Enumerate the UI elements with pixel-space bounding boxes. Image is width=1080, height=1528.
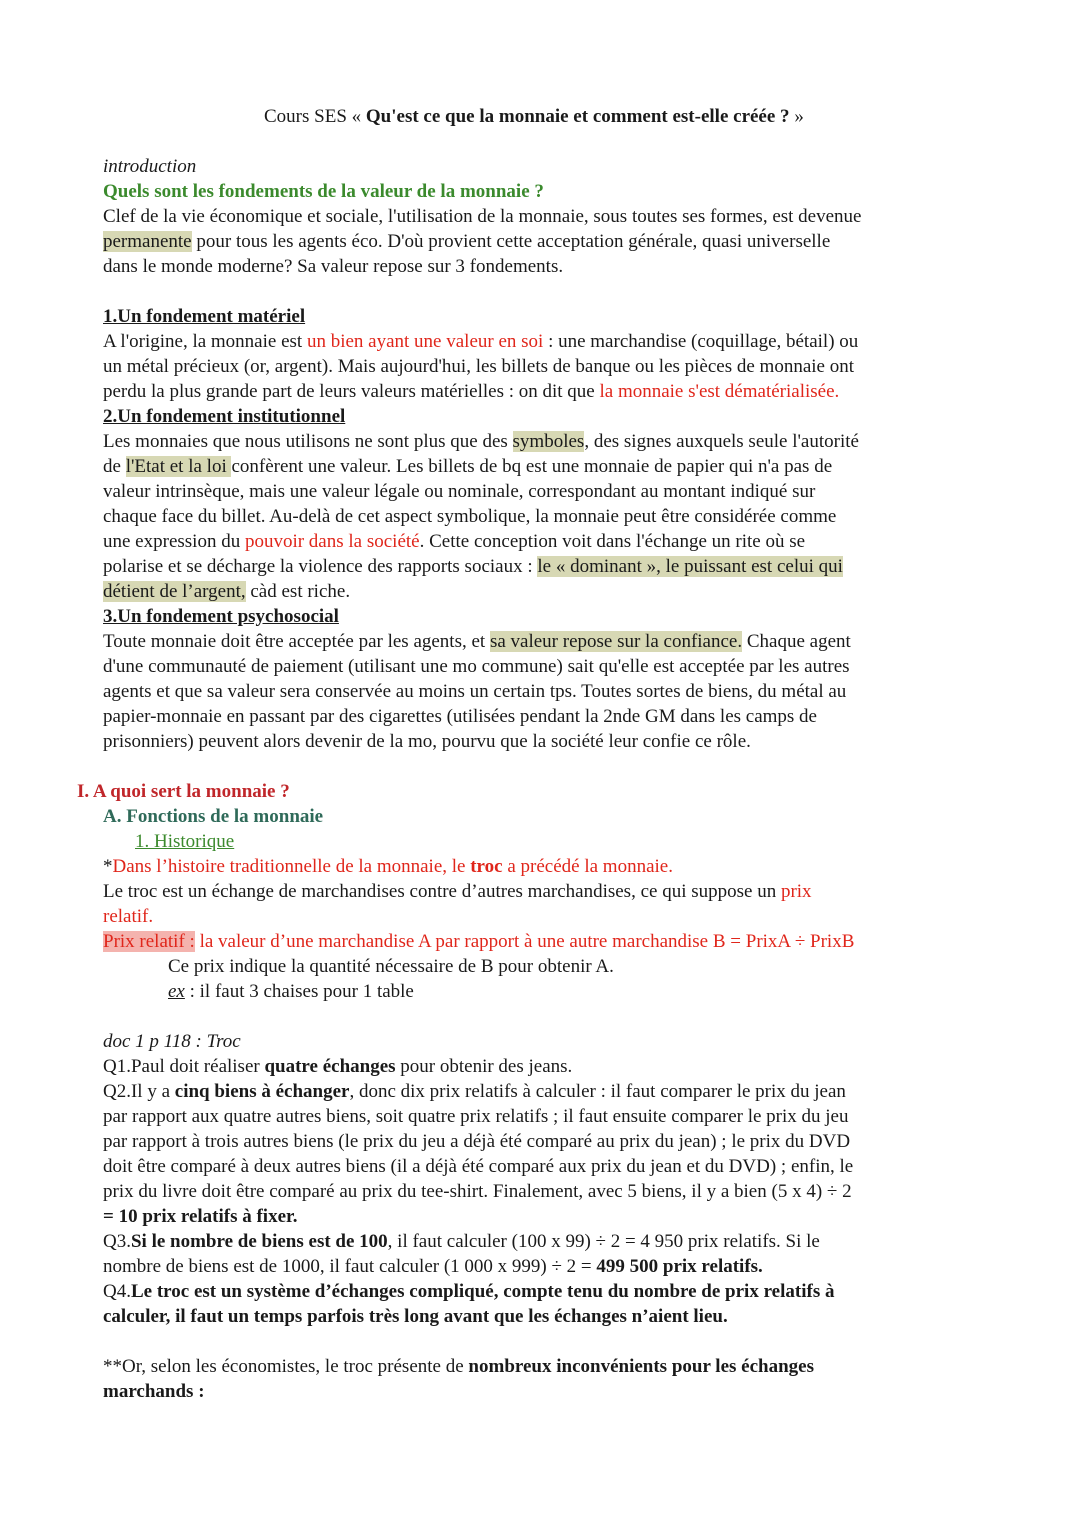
troc-line-1: *Dans l’histoire traditionnelle de la monnaie, le troc a précédé la monnaie. [103,856,673,877]
q2-line-5: prix du livre doit être comparé au prix du tee-shirt. Finalement, avec 5 biens, il y a bien (5 x 4) ÷ 2 [103,1181,852,1202]
f3-line-2: d'une communauté de paiement (utilisant une mo commune) sait qu'elle est acceptée par les autres [103,656,850,677]
q2-line-3: par rapport à trois autres biens (le prix du jeu a déjà été comparé au prix du jean) ; le prix du DVD [103,1131,851,1152]
f3-line-5: prisonniers) peuvent alors devenir de la mo, pourvu que la société leur confie ce rôle. [103,731,751,752]
heading-fondement-institutionnel: 2.Un fondement institutionnel [103,406,346,427]
heading-fondement-materiel: 1.Un fondement matériel [103,306,306,327]
prix-relatif-example: ex : il faut 3 chaises pour 1 table [168,981,414,1002]
intro-line-3: dans le monde moderne? Sa valeur repose sur 3 fondements. [103,256,564,277]
doc-label: doc 1 p 118 : Troc [103,1031,241,1052]
f2-line-5: une expression du pouvoir dans la société. Cette conception voit dans l'échange un rite où se [103,531,806,552]
heading-fondement-psychosocial: 3.Un fondement psychosocial [103,606,339,627]
prix-relatif-definition: Prix relatif : la valeur d’une marchandise A par rapport à une autre marchandise B = PrixA ÷ PrixB [103,931,855,952]
closing-line-2: marchands : [103,1381,205,1402]
closing-line-1: **Or, selon les économistes, le troc présente de nombreux inconvénients pour les échanges [103,1356,814,1377]
q2-line-6: = 10 prix relatifs à fixer. [103,1206,298,1227]
intro-label: introduction [103,156,197,177]
troc-line-2: Le troc est un échange de marchandises contre d’autres marchandises, ce qui suppose un prix [103,881,812,902]
q2-line-2: par rapport aux quatre autres biens, soit quatre prix relatifs ; il faut ensuite comparer le prix du jeu [103,1106,849,1127]
f1-line-3: perdu la plus grande part de leurs valeurs matérielles : on dit que la monnaie s'est dématérialisée. [103,381,840,402]
q3-line-2: nombre de biens est de 1000, il faut calculer (1 000 x 999) ÷ 2 = 499 500 prix relatifs. [103,1256,763,1277]
f3-line-3: agents et que sa valeur sera conservée au moins un certain tps. Toutes sortes de biens, du métal au [103,681,847,702]
f2-line-2: de l'Etat et la loi confèrent une valeur. Les billets de bq est une monnaie de papier qui n'a pas de [103,456,833,477]
f2-line-6: polarise et se décharge la violence des rapports sociaux : le « dominant », le puissant est celui qui [103,556,843,577]
f2-line-4: chaque face du billet. Au-delà de cet aspect symbolique, la monnaie peut être considérée comme [103,506,837,527]
q1-line: Q1.Paul doit réaliser quatre échanges pour obtenir des jeans. [103,1056,573,1077]
f2-line-7: détient de l’argent, càd est riche. [103,581,351,602]
f2-line-3: valeur intrinsèque, mais une valeur légale ou nominale, correspondant au montant indiqué sur [103,481,816,502]
troc-line-3: relatif. [103,906,154,927]
q2-line-4: doit être comparé à deux autres biens (il a déjà été comparé aux prix du jean et du DVD) ; enfin, le [103,1156,854,1177]
f3-line-4: papier-monnaie en passant par des cigarettes (utilisées pendant la 2nde GM dans les camps de [103,706,817,727]
f1-line-2: un métal précieux (or, argent). Mais aujourd'hui, les billets de banque ou les pièces de monnaie ont [103,356,855,377]
prix-relatif-explanation: Ce prix indique la quantité nécessaire de B pour obtenir A. [168,956,614,977]
subsection-heading-a: A. Fonctions de la monnaie [103,806,324,827]
f3-line-1: Toute monnaie doit être acceptée par les agents, et sa valeur repose sur la confiance. Chaque agent [103,631,851,652]
intro-line-2: permanente pour tous les agents éco. D'où provient cette acceptation générale, quasi universelle [103,231,831,252]
f2-line-1: Les monnaies que nous utilisons ne sont plus que des symboles, des signes auxquels seule l'autorité [103,431,859,452]
intro-line-1: Clef de la vie économique et sociale, l'utilisation de la monnaie, sous toutes ses formes, est devenue [103,206,862,227]
section-heading-part-1: I. A quoi sert la monnaie ? [77,781,290,802]
q2-line-1: Q2.Il y a cinq biens à échanger, donc dix prix relatifs à calculer : il faut comparer le prix du jean [103,1081,846,1102]
q4-line-1: Q4.Le troc est un système d’échanges compliqué, compte tenu du nombre de prix relatifs à [103,1281,835,1302]
f1-line-1: A l'origine, la monnaie est un bien ayant une valeur en soi : une marchandise (coquillage, bétail) ou [103,331,859,352]
q4-line-2: calculer, il faut un temps parfois très long avant que les échanges n’aient lieu. [103,1306,728,1327]
subsubsection-heading-historique: 1. Historique [135,831,235,852]
q3-line-1: Q3.Si le nombre de biens est de 100, il faut calculer (100 x 99) ÷ 2 = 4 950 prix relatifs. Si le [103,1231,820,1252]
page-title: Cours SES « Qu'est ce que la monnaie et comment est-elle créée ? » [264,106,804,127]
intro-question: Quels sont les fondements de la valeur de la monnaie ? [103,181,544,202]
